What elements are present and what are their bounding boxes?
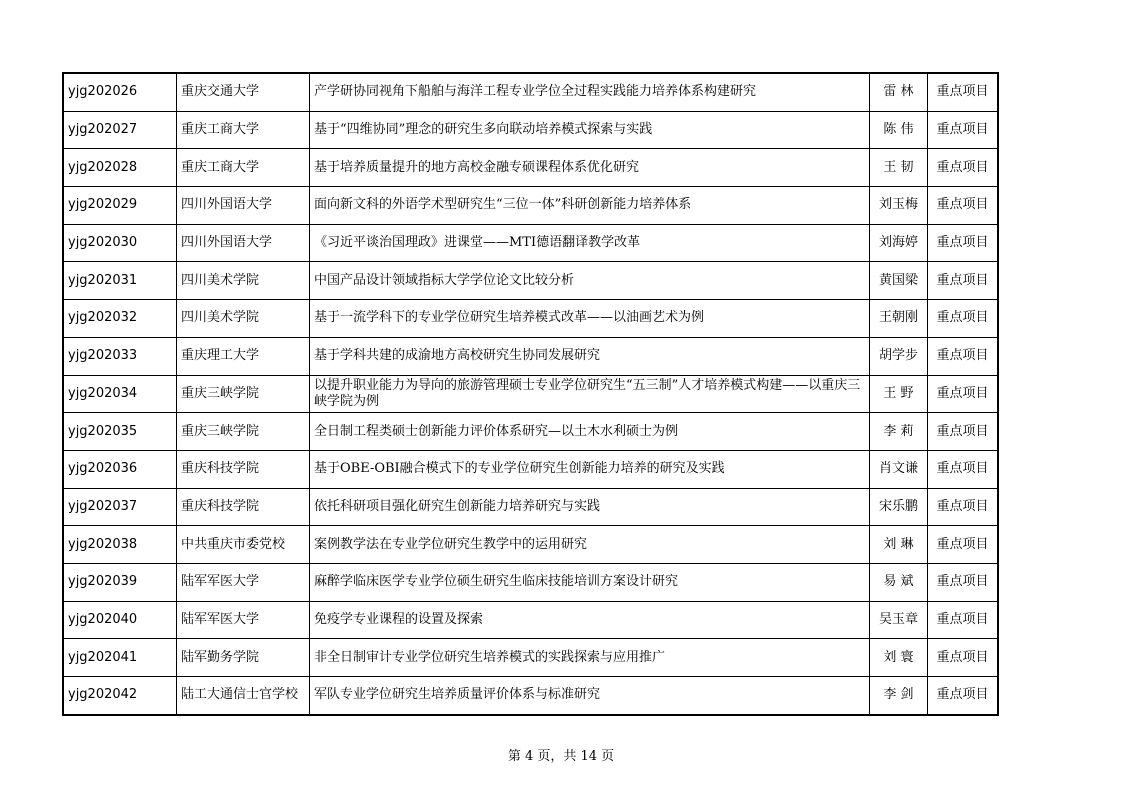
unit-name: 陆军军医大学 (177, 601, 310, 639)
person-name: 宋乐鹏 (870, 488, 928, 526)
page-footer: 第 4 页，共 14 页 (507, 749, 615, 764)
project-code: yjg202036 (63, 450, 177, 488)
project-code: yjg202030 (63, 224, 177, 262)
unit-name: 重庆工商大学 (177, 111, 310, 149)
person-name: 雷 林 (870, 73, 928, 111)
project-title: 非全日制审计专业学位研究生培养模式的实践探索与应用推广 (310, 639, 870, 677)
unit-name: 中共重庆市委党校 (177, 526, 310, 564)
table-row (63, 639, 998, 677)
project-title: 基于学科共建的成渝地方高校研究生协同发展研究 (310, 337, 870, 375)
project-title: 以提升职业能力为导向的旅游管理硕士专业学位研究生“五三制”人才培养模式构建——以重庆三峡学院为例 (310, 375, 870, 413)
project-type: 重点项目 (928, 413, 999, 451)
project-type: 重点项目 (928, 563, 999, 601)
table-row (63, 375, 998, 413)
person-name: 胡学步 (870, 337, 928, 375)
project-type: 重点项目 (928, 526, 999, 564)
project-code: yjg202041 (63, 639, 177, 677)
person-name: 刘 琳 (870, 526, 928, 564)
project-type: 重点项目 (928, 375, 999, 413)
person-name: 刘玉梅 (870, 187, 928, 225)
project-code: yjg202029 (63, 187, 177, 225)
person-name: 刘海婷 (870, 224, 928, 262)
project-code: yjg202033 (63, 337, 177, 375)
unit-name: 重庆交通大学 (177, 73, 310, 111)
project-type: 重点项目 (928, 450, 999, 488)
project-type: 重点项目 (928, 639, 999, 677)
project-code: yjg202035 (63, 413, 177, 451)
project-code: yjg202028 (63, 149, 177, 187)
project-title: 全日制工程类硕士创新能力评价体系研究—以土木水利硕士为例 (310, 413, 870, 451)
project-code: yjg202034 (63, 375, 177, 413)
project-title: 麻醉学临床医学专业学位硕生研究生临床技能培训方案设计研究 (310, 563, 870, 601)
unit-name: 陆军军医大学 (177, 563, 310, 601)
project-title: 基于“四维协同”理念的研究生多向联动培养模式探索与实践 (310, 111, 870, 149)
project-type: 重点项目 (928, 187, 999, 225)
unit-name: 四川美术学院 (177, 262, 310, 300)
project-title: 《习近平谈治国理政》进课堂——MTI德语翻译教学改革 (310, 224, 870, 262)
table-row (63, 262, 998, 300)
person-name: 王 野 (870, 375, 928, 413)
project-title: 基于一流学科下的专业学位研究生培养模式改革——以油画艺术为例 (310, 300, 870, 338)
project-title: 依托科研项目强化研究生创新能力培养研究与实践 (310, 488, 870, 526)
project-type: 重点项目 (928, 149, 999, 187)
project-code: yjg202026 (63, 73, 177, 111)
project-title: 案例教学法在专业学位研究生教学中的运用研究 (310, 526, 870, 564)
project-code: yjg202032 (63, 300, 177, 338)
unit-name: 陆工大通信士官学校 (177, 677, 310, 715)
person-name: 黄国梁 (870, 262, 928, 300)
unit-name: 重庆三峡学院 (177, 375, 310, 413)
unit-name: 重庆三峡学院 (177, 413, 310, 451)
project-code: yjg202040 (63, 601, 177, 639)
table-row (63, 111, 998, 149)
unit-name: 陆军勤务学院 (177, 639, 310, 677)
project-type: 重点项目 (928, 73, 999, 111)
person-name: 易 斌 (870, 563, 928, 601)
table-row (63, 526, 998, 564)
project-type: 重点项目 (928, 488, 999, 526)
table-row (63, 187, 998, 225)
project-title: 中国产品设计领域指标大学学位论文比较分析 (310, 262, 870, 300)
person-name: 王朝刚 (870, 300, 928, 338)
person-name: 刘 寰 (870, 639, 928, 677)
table-row (63, 601, 998, 639)
table-row (63, 149, 998, 187)
project-type: 重点项目 (928, 677, 999, 715)
table-row (63, 677, 998, 715)
project-type: 重点项目 (928, 262, 999, 300)
project-type: 重点项目 (928, 224, 999, 262)
project-title: 免疫学专业课程的设置及探索 (310, 601, 870, 639)
project-title: 基于培养质量提升的地方高校金融专硕课程体系优化研究 (310, 149, 870, 187)
project-title: 产学研协同视角下船舶与海洋工程专业学位全过程实践能力培养体系构建研究 (310, 73, 870, 111)
person-name: 王 韧 (870, 149, 928, 187)
project-title: 基于OBE-OBI融合模式下的专业学位研究生创新能力培养的研究及实践 (310, 450, 870, 488)
project-code: yjg202037 (63, 488, 177, 526)
table-row (63, 337, 998, 375)
person-name: 陈 伟 (870, 111, 928, 149)
unit-name: 重庆工商大学 (177, 149, 310, 187)
unit-name: 重庆理工大学 (177, 337, 310, 375)
project-title: 军队专业学位研究生培养质量评价体系与标准研究 (310, 677, 870, 715)
project-code: yjg202027 (63, 111, 177, 149)
person-name: 吴玉章 (870, 601, 928, 639)
unit-name: 重庆科技学院 (177, 488, 310, 526)
project-type: 重点项目 (928, 601, 999, 639)
project-code: yjg202038 (63, 526, 177, 564)
table-row (63, 450, 998, 488)
table-row (63, 488, 998, 526)
person-name: 肖文谦 (870, 450, 928, 488)
unit-name: 四川美术学院 (177, 300, 310, 338)
table-row (63, 300, 998, 338)
project-code: yjg202042 (63, 677, 177, 715)
project-code: yjg202031 (63, 262, 177, 300)
person-name: 李 剑 (870, 677, 928, 715)
unit-name: 重庆科技学院 (177, 450, 310, 488)
project-type: 重点项目 (928, 300, 999, 338)
project-type: 重点项目 (928, 337, 999, 375)
project-type: 重点项目 (928, 111, 999, 149)
table-row (63, 224, 998, 262)
unit-name: 四川外国语大学 (177, 224, 310, 262)
person-name: 李 莉 (870, 413, 928, 451)
project-title: 面向新文科的外语学术型研究生“三位一体”科研创新能力培养体系 (310, 187, 870, 225)
unit-name: 四川外国语大学 (177, 187, 310, 225)
project-table (62, 72, 999, 716)
table-row (63, 563, 998, 601)
project-code: yjg202039 (63, 563, 177, 601)
table-row (63, 413, 998, 451)
table-row (63, 73, 998, 111)
